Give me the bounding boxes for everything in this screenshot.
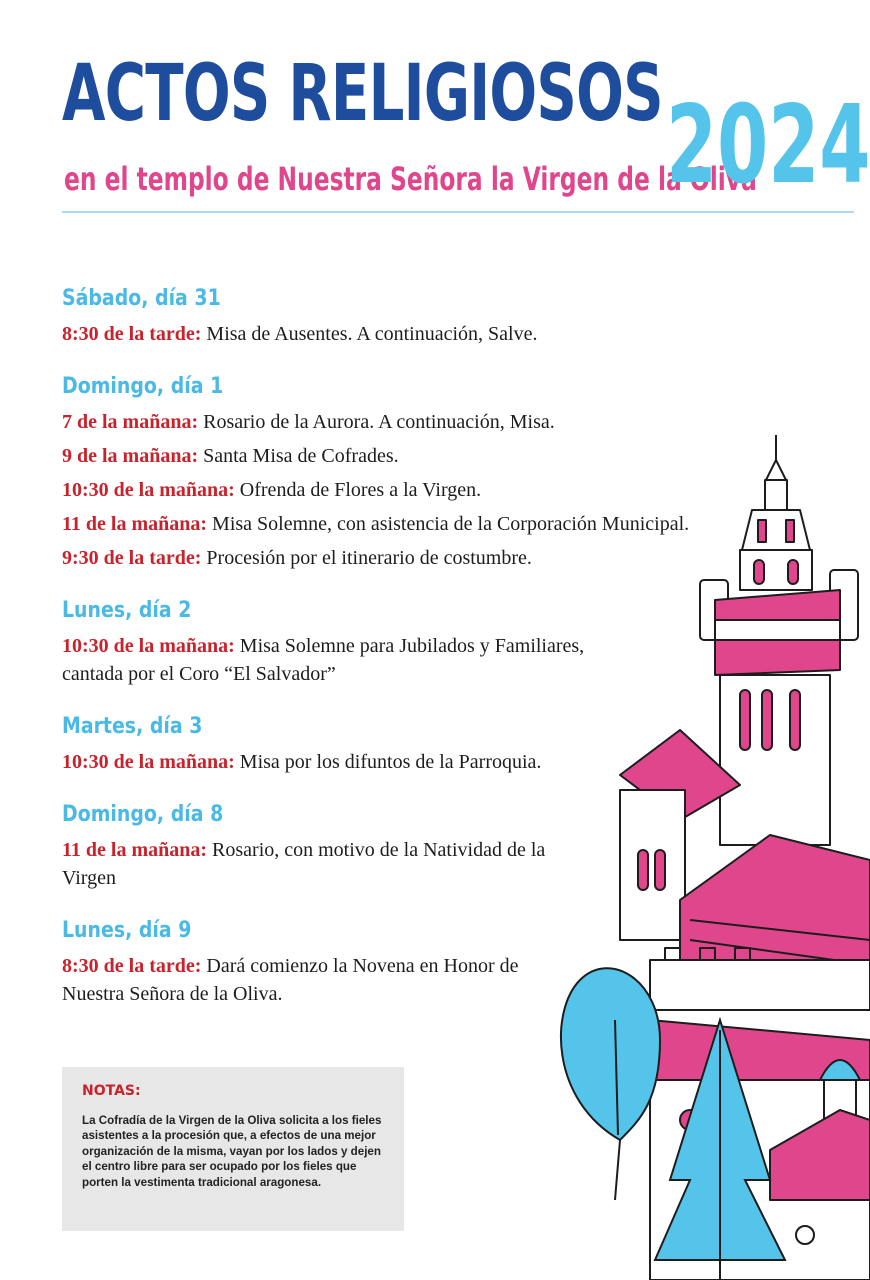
event-text: Dará comienzo la Novena en Honor de Nuestra Señora de la Oliva. xyxy=(62,955,519,1005)
event-item xyxy=(62,949,572,1011)
event-text: Misa Solemne para Jubilados y Familiares, cantada por el Coro “El Salvador” xyxy=(62,635,585,685)
church-illustration xyxy=(540,420,870,1280)
event-time: 11 de la mañana: xyxy=(62,513,208,535)
event-text: Misa por los difuntos de la Parroquia. xyxy=(239,751,542,773)
event-time: 7 de la mañana: xyxy=(62,411,199,433)
day-block xyxy=(62,285,782,351)
day-heading: Domingo, día 1 xyxy=(62,374,224,399)
event-text: Rosario de la Aurora. A continuación, Misa. xyxy=(203,411,555,433)
event-time: 10:30 de la mañana: xyxy=(62,751,235,773)
event-time: 8:30 de la tarde: xyxy=(62,955,202,977)
day-heading: Martes, día 3 xyxy=(62,714,203,739)
page-title: ACTOS RELIGIOSOS xyxy=(62,49,663,139)
event-time: 10:30 de la mañana: xyxy=(62,635,235,657)
page-subtitle: en el templo de Nuestra Señora la Virgen de la Oliva xyxy=(64,160,757,198)
event-time: 11 de la mañana: xyxy=(62,839,208,861)
day-heading: Domingo, día 8 xyxy=(62,802,224,827)
day-heading: Sábado, día 31 xyxy=(62,286,221,311)
event-text: Misa Solemne, con asistencia de la Corporación Municipal. xyxy=(212,513,690,535)
event-text: Misa de Ausentes. A continuación, Salve. xyxy=(206,323,538,345)
notes-text: La Cofradía de la Virgen de la Oliva solicita a los fieles asistentes a la procesión que, a efectos de una mejor organización de la misma, vayan por los lados y dejen el centro libre para ser ocupado por los fieles que porten la vestimenta tradicional aragonesa. xyxy=(82,1114,382,1189)
event-item xyxy=(62,833,552,895)
day-heading: Lunes, día 2 xyxy=(62,598,192,623)
event-text: Rosario, con motivo de la Natividad de la Virgen xyxy=(62,839,546,889)
event-text: Ofrenda de Flores a la Virgen. xyxy=(239,479,482,501)
event-time: 9:30 de la tarde: xyxy=(62,547,202,569)
event-text: Procesión por el itinerario de costumbre. xyxy=(206,547,532,569)
year-label: 2024 xyxy=(666,83,870,208)
notes-title: NOTAS: xyxy=(82,1083,141,1099)
event-item xyxy=(62,317,782,351)
header-divider xyxy=(62,211,854,213)
event-text: Santa Misa de Cofrades. xyxy=(203,445,399,467)
event-time: 9 de la mañana: xyxy=(62,445,199,467)
event-time: 10:30 de la mañana: xyxy=(62,479,235,501)
day-heading: Lunes, día 9 xyxy=(62,918,192,943)
notes-box xyxy=(62,1067,404,1231)
event-time: 8:30 de la tarde: xyxy=(62,323,202,345)
